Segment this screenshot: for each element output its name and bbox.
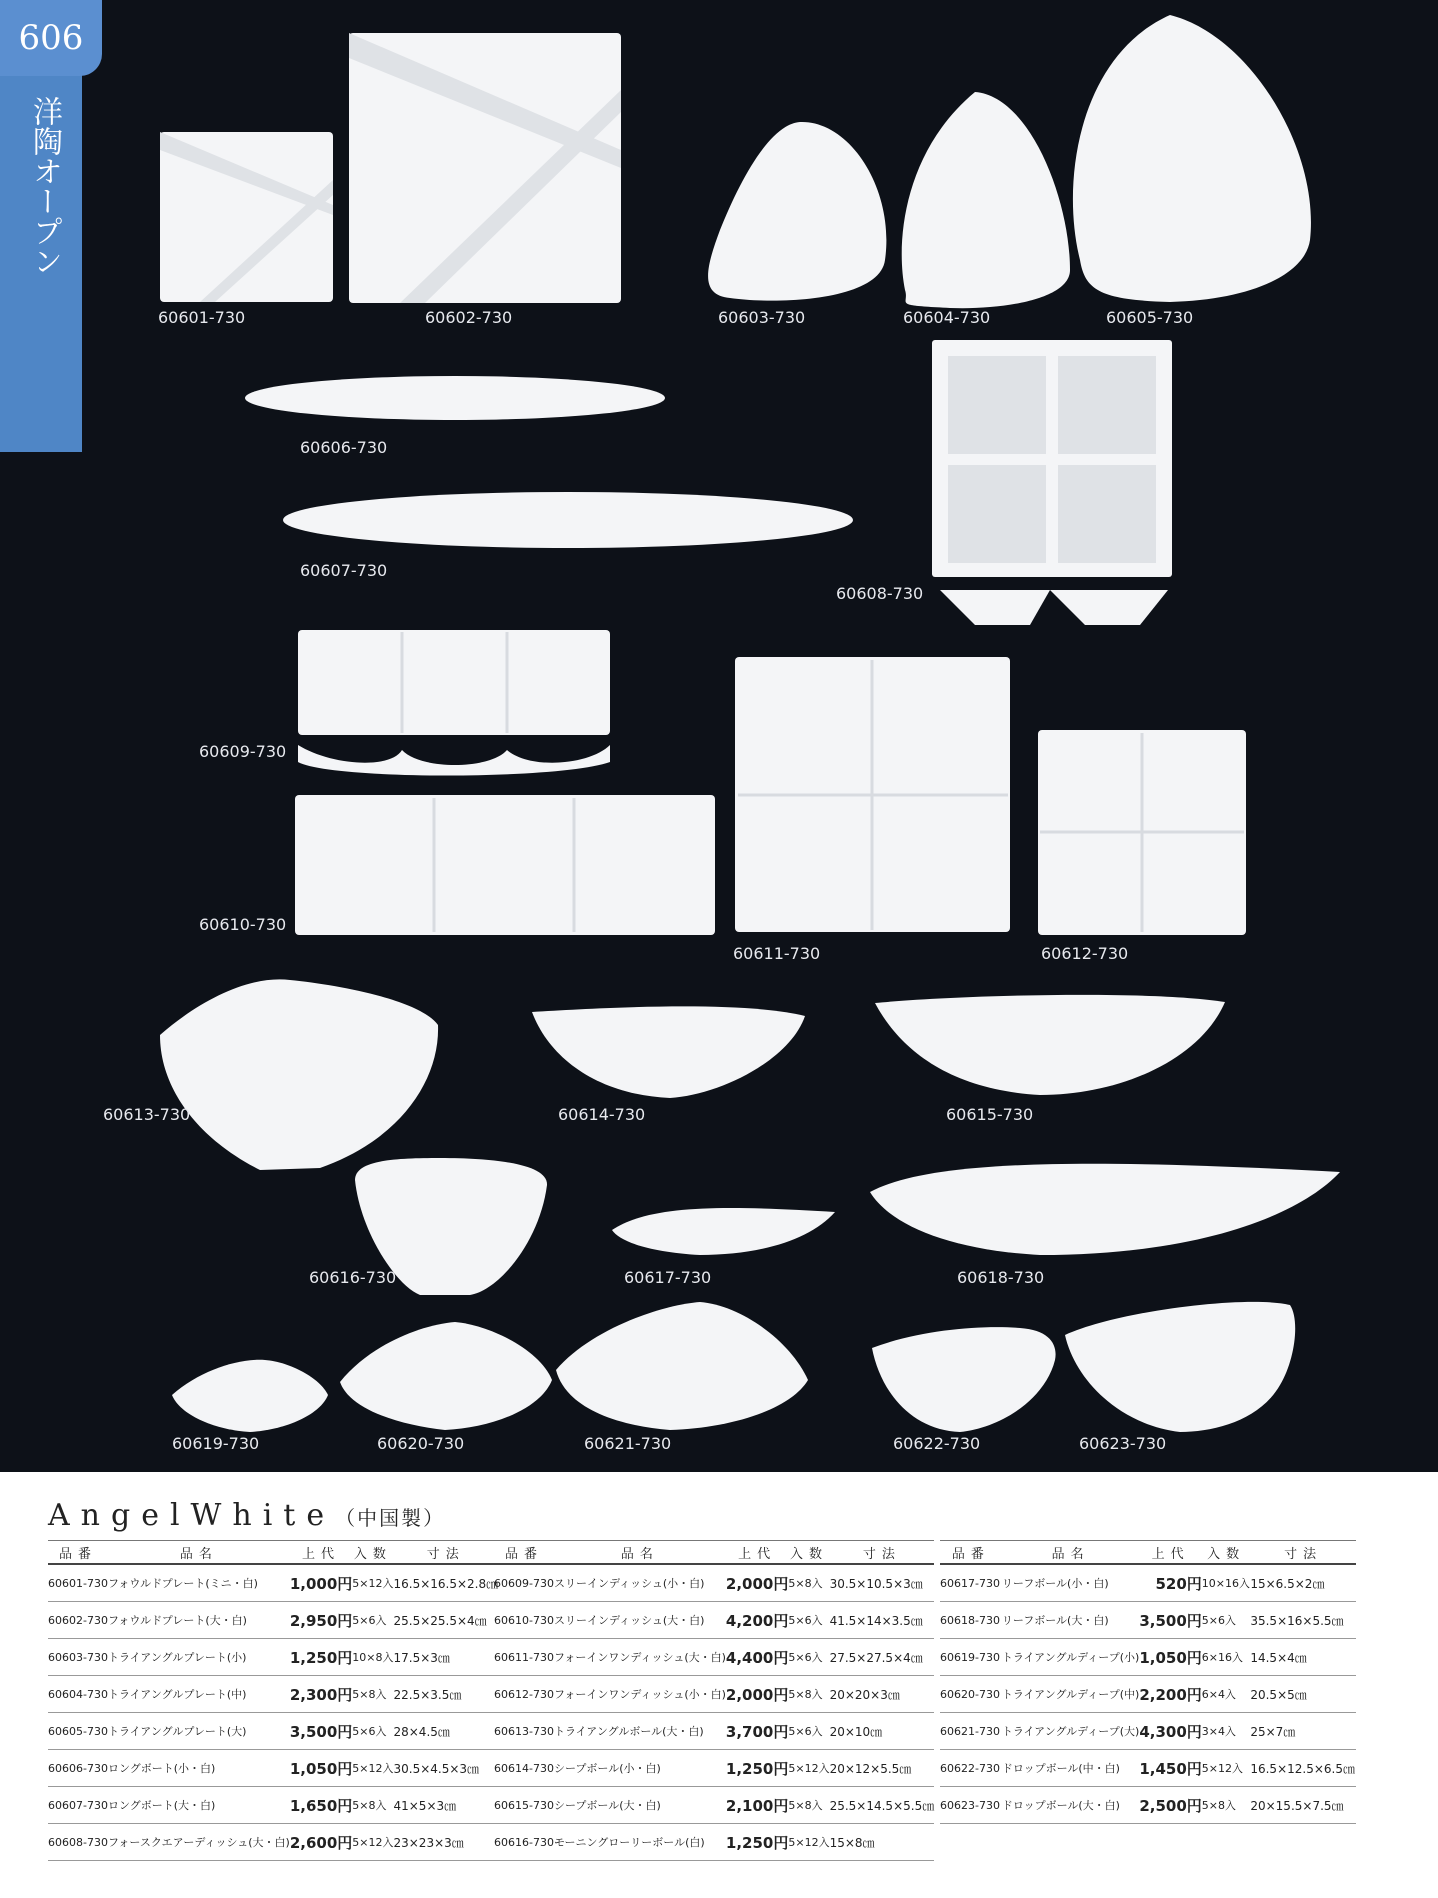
cell-name: フォウルドプレート(ミニ・白) — [108, 1564, 290, 1602]
product-label-60606: 60606-730 — [300, 438, 388, 457]
product-label-60620: 60620-730 — [377, 1434, 465, 1453]
cell-size: 27.5×27.5×4㎝ — [830, 1639, 935, 1676]
cell-price: 1,250円 — [726, 1824, 788, 1861]
cell-qty: 5×6入 — [788, 1713, 829, 1750]
cell-code: 60623-730 — [940, 1787, 1002, 1824]
product-image-60619 — [172, 1360, 328, 1432]
cell-price: 4,400円 — [726, 1639, 788, 1676]
cell-qty: 5×8入 — [788, 1787, 829, 1824]
cell-size: 20×10㎝ — [830, 1713, 935, 1750]
cell-name: モーニングローリーボール(白) — [554, 1824, 726, 1861]
cell-qty: 5×12入 — [788, 1824, 829, 1861]
cell-size: 30.5×4.5×3㎝ — [393, 1750, 498, 1787]
table-row — [940, 1750, 1356, 1787]
cell-price: 4,300円 — [1139, 1713, 1201, 1750]
product-label-60604: 60604-730 — [903, 308, 991, 327]
cell-qty: 5×6入 — [352, 1602, 393, 1639]
col-price: 上代 — [726, 1541, 788, 1565]
col-size: 寸法 — [393, 1541, 498, 1565]
product-image-60612 — [1038, 730, 1246, 935]
cell-name: フォーインワンディッシュ(小・白) — [554, 1676, 726, 1713]
product-image-60621 — [556, 1302, 808, 1430]
cell-code: 60606-730 — [48, 1750, 108, 1787]
product-label-60621: 60621-730 — [584, 1434, 672, 1453]
cell-name: リーフボール(大・白) — [1002, 1602, 1140, 1639]
cell-code: 60613-730 — [494, 1713, 554, 1750]
table-header-row — [940, 1541, 1356, 1565]
cell-size: 15×8㎝ — [830, 1824, 935, 1861]
table-row — [48, 1787, 498, 1824]
cell-qty: 5×12入 — [1202, 1750, 1251, 1787]
cell-price: 520円 — [1139, 1564, 1201, 1602]
product-image-60605 — [1073, 15, 1311, 302]
col-code: 品番 — [48, 1541, 108, 1565]
cell-size: 25.5×14.5×5.5㎝ — [830, 1787, 935, 1824]
brand-heading — [48, 1498, 445, 1533]
product-image-60609 — [298, 630, 610, 776]
spec-table-1 — [48, 1540, 498, 1861]
table-row — [494, 1676, 934, 1713]
cell-size: 30.5×10.5×3㎝ — [830, 1564, 935, 1602]
product-image-60603 — [708, 122, 886, 301]
product-label-60614: 60614-730 — [558, 1105, 646, 1124]
product-label-60609: 60609-730 — [199, 742, 287, 761]
col-code: 品番 — [940, 1541, 1002, 1565]
cell-qty: 5×6入 — [788, 1639, 829, 1676]
table-row — [48, 1564, 498, 1602]
brand-name: AngelWhite — [48, 1498, 336, 1533]
cell-price: 1,450円 — [1139, 1750, 1201, 1787]
product-label-60608: 60608-730 — [836, 584, 924, 603]
product-label-60611: 60611-730 — [733, 944, 821, 963]
cell-name: トライアングルプレート(大) — [108, 1713, 290, 1750]
cell-code: 60612-730 — [494, 1676, 554, 1713]
product-label-60610: 60610-730 — [199, 915, 287, 934]
cell-name: トライアングルプレート(小) — [108, 1639, 290, 1676]
cell-qty: 5×6入 — [1202, 1602, 1251, 1639]
cell-size: 28×4.5㎝ — [393, 1713, 498, 1750]
cell-price: 1,250円 — [290, 1639, 352, 1676]
cell-qty: 5×12入 — [788, 1750, 829, 1787]
cell-name: トライアングルディープ(大) — [1002, 1713, 1140, 1750]
product-image-60614 — [532, 1006, 805, 1098]
table-row — [940, 1639, 1356, 1676]
cell-name: トライアングルプレート(中) — [108, 1676, 290, 1713]
cell-price: 2,000円 — [726, 1564, 788, 1602]
product-label-60617: 60617-730 — [624, 1268, 712, 1287]
col-name: 品名 — [1002, 1541, 1140, 1565]
cell-name: ドロップボール(大・白) — [1002, 1787, 1140, 1824]
product-image-60623 — [1065, 1302, 1295, 1432]
table-row — [494, 1713, 934, 1750]
cell-code: 60603-730 — [48, 1639, 108, 1676]
cell-qty: 5×8入 — [788, 1564, 829, 1602]
col-name: 品名 — [108, 1541, 290, 1565]
table-row — [494, 1750, 934, 1787]
cell-code: 60622-730 — [940, 1750, 1002, 1787]
cell-size: 35.5×16×5.5㎝ — [1250, 1602, 1356, 1639]
cell-qty: 6×16入 — [1202, 1639, 1251, 1676]
cell-qty: 5×8入 — [788, 1676, 829, 1713]
table-row — [494, 1602, 934, 1639]
cell-code: 60609-730 — [494, 1564, 554, 1602]
cell-price: 3,500円 — [290, 1713, 352, 1750]
cell-size: 16.5×16.5×2.8㎝ — [393, 1564, 498, 1602]
product-image-60607 — [283, 492, 853, 548]
cell-name: フォーインワンディッシュ(大・白) — [554, 1639, 726, 1676]
cell-code: 60602-730 — [48, 1602, 108, 1639]
col-qty: 入数 — [788, 1541, 829, 1565]
product-image-60610 — [295, 795, 715, 935]
cell-code: 60608-730 — [48, 1824, 108, 1861]
table-row — [494, 1564, 934, 1602]
cell-price: 2,950円 — [290, 1602, 352, 1639]
cell-name: ロングボート(小・白) — [108, 1750, 290, 1787]
product-label-60618: 60618-730 — [957, 1268, 1045, 1287]
table-row — [48, 1602, 498, 1639]
product-image-60620 — [340, 1322, 552, 1430]
product-label-60615: 60615-730 — [946, 1105, 1034, 1124]
cell-code: 60610-730 — [494, 1602, 554, 1639]
product-label-60603: 60603-730 — [718, 308, 806, 327]
cell-qty: 5×6入 — [352, 1713, 393, 1750]
cell-qty: 5×8入 — [352, 1676, 393, 1713]
product-image-60608 — [932, 340, 1172, 625]
cell-code: 60618-730 — [940, 1602, 1002, 1639]
cell-price: 4,200円 — [726, 1602, 788, 1639]
product-label-60607: 60607-730 — [300, 561, 388, 580]
cell-price: 2,300円 — [290, 1676, 352, 1713]
product-image-60615 — [875, 995, 1225, 1095]
col-qty: 入数 — [1202, 1541, 1251, 1565]
table-row — [940, 1676, 1356, 1713]
cell-price: 1,050円 — [1139, 1639, 1201, 1676]
cell-size: 41.5×14×3.5㎝ — [830, 1602, 935, 1639]
product-label-60616: 60616-730 — [309, 1268, 397, 1287]
cell-size: 25.5×25.5×4㎝ — [393, 1602, 498, 1639]
table-row — [940, 1787, 1356, 1824]
cell-name: シープボール(大・白) — [554, 1787, 726, 1824]
cell-code: 60604-730 — [48, 1676, 108, 1713]
product-image-60611 — [735, 657, 1010, 932]
cell-code: 60616-730 — [494, 1824, 554, 1861]
page-number: 606 — [0, 0, 102, 76]
product-image-60618 — [870, 1164, 1340, 1255]
cell-size: 20×20×3㎝ — [830, 1676, 935, 1713]
product-label-60622: 60622-730 — [893, 1434, 981, 1453]
cell-name: ロングボート(大・白) — [108, 1787, 290, 1824]
cell-size: 20×12×5.5㎝ — [830, 1750, 935, 1787]
table-row — [48, 1713, 498, 1750]
cell-code: 60619-730 — [940, 1639, 1002, 1676]
table-row — [940, 1564, 1356, 1602]
cell-price: 2,000円 — [726, 1676, 788, 1713]
cell-price: 3,500円 — [1139, 1602, 1201, 1639]
table-row — [940, 1602, 1356, 1639]
cell-code: 60607-730 — [48, 1787, 108, 1824]
product-label-60601: 60601-730 — [158, 308, 246, 327]
table-row — [494, 1639, 934, 1676]
product-image-60617 — [612, 1208, 835, 1255]
cell-qty: 10×8入 — [352, 1639, 393, 1676]
product-label-60619: 60619-730 — [172, 1434, 260, 1453]
product-image-60602 — [349, 33, 621, 303]
product-image-60604 — [902, 92, 1070, 308]
cell-qty: 5×12入 — [352, 1750, 393, 1787]
cell-size: 23×23×3㎝ — [393, 1824, 498, 1861]
table-row — [48, 1676, 498, 1713]
cell-code: 60620-730 — [940, 1676, 1002, 1713]
product-image-60622 — [872, 1327, 1056, 1432]
table-row — [48, 1824, 498, 1861]
cell-name: フォウルドプレート(大・白) — [108, 1602, 290, 1639]
product-label-60623: 60623-730 — [1079, 1434, 1167, 1453]
cell-name: スリーインディッシュ(小・白) — [554, 1564, 726, 1602]
product-label-60605: 60605-730 — [1106, 308, 1194, 327]
table-row — [48, 1639, 498, 1676]
cell-size: 22.5×3.5㎝ — [393, 1676, 498, 1713]
cell-name: トライアングルボール(大・白) — [554, 1713, 726, 1750]
cell-name: トライアングルディープ(中) — [1002, 1676, 1140, 1713]
table-row — [494, 1824, 934, 1861]
cell-price: 2,100円 — [726, 1787, 788, 1824]
table-row — [48, 1750, 498, 1787]
table-row — [940, 1713, 1356, 1750]
cell-name: リーフボール(小・白) — [1002, 1564, 1140, 1602]
col-name: 品名 — [554, 1541, 726, 1565]
cell-price: 1,000円 — [290, 1564, 352, 1602]
col-price: 上代 — [290, 1541, 352, 1565]
cell-name: トライアングルディープ(小) — [1002, 1639, 1140, 1676]
cell-price: 3,700円 — [726, 1713, 788, 1750]
table-row — [494, 1787, 934, 1824]
cell-code: 60605-730 — [48, 1713, 108, 1750]
col-code: 品番 — [494, 1541, 554, 1565]
cell-code: 60601-730 — [48, 1564, 108, 1602]
cell-code: 60611-730 — [494, 1639, 554, 1676]
cell-size: 15×6.5×2㎝ — [1250, 1564, 1356, 1602]
cell-size: 20.5×5㎝ — [1250, 1676, 1356, 1713]
product-label-60613: 60613-730 — [103, 1105, 191, 1124]
cell-size: 14.5×4㎝ — [1250, 1639, 1356, 1676]
cell-size: 20×15.5×7.5㎝ — [1250, 1787, 1356, 1824]
cell-qty: 3×4入 — [1202, 1713, 1251, 1750]
spec-table-3 — [940, 1540, 1356, 1824]
product-label-60612: 60612-730 — [1041, 944, 1129, 963]
cell-code: 60615-730 — [494, 1787, 554, 1824]
cell-price: 2,500円 — [1139, 1787, 1201, 1824]
product-image-60606 — [245, 376, 665, 420]
cell-code: 60614-730 — [494, 1750, 554, 1787]
cell-qty: 5×8入 — [1202, 1787, 1251, 1824]
col-size: 寸法 — [830, 1541, 935, 1565]
product-image-60601 — [160, 132, 333, 302]
section-title: 洋陶オープン — [27, 96, 62, 276]
product-label-60602: 60602-730 — [425, 308, 513, 327]
brand-origin: （中国製） — [335, 1506, 446, 1530]
cell-qty: 5×8入 — [352, 1787, 393, 1824]
cell-name: スリーインディッシュ(大・白) — [554, 1602, 726, 1639]
cell-size: 41×5×3㎝ — [393, 1787, 498, 1824]
cell-qty: 6×4入 — [1202, 1676, 1251, 1713]
col-size: 寸法 — [1250, 1541, 1356, 1565]
col-price: 上代 — [1139, 1541, 1201, 1565]
spec-table-2 — [494, 1540, 934, 1861]
table-header-row — [48, 1541, 498, 1565]
cell-name: ドロップボール(中・白) — [1002, 1750, 1140, 1787]
cell-qty: 5×12入 — [352, 1824, 393, 1861]
cell-qty: 5×6入 — [788, 1602, 829, 1639]
cell-size: 25×7㎝ — [1250, 1713, 1356, 1750]
cell-size: 17.5×3㎝ — [393, 1639, 498, 1676]
col-qty: 入数 — [352, 1541, 393, 1565]
cell-price: 1,650円 — [290, 1787, 352, 1824]
cell-price: 2,600円 — [290, 1824, 352, 1861]
table-header-row — [494, 1541, 934, 1565]
cell-qty: 5×12入 — [352, 1564, 393, 1602]
cell-price: 2,200円 — [1139, 1676, 1201, 1713]
cell-price: 1,050円 — [290, 1750, 352, 1787]
cell-name: フォースクエアーディッシュ(大・白) — [108, 1824, 290, 1861]
cell-size: 16.5×12.5×6.5㎝ — [1250, 1750, 1356, 1787]
cell-price: 1,250円 — [726, 1750, 788, 1787]
cell-qty: 10×16入 — [1202, 1564, 1251, 1602]
cell-name: シープボール(小・白) — [554, 1750, 726, 1787]
cell-code: 60617-730 — [940, 1564, 1002, 1602]
product-image-60613 — [160, 979, 438, 1170]
cell-code: 60621-730 — [940, 1713, 1002, 1750]
